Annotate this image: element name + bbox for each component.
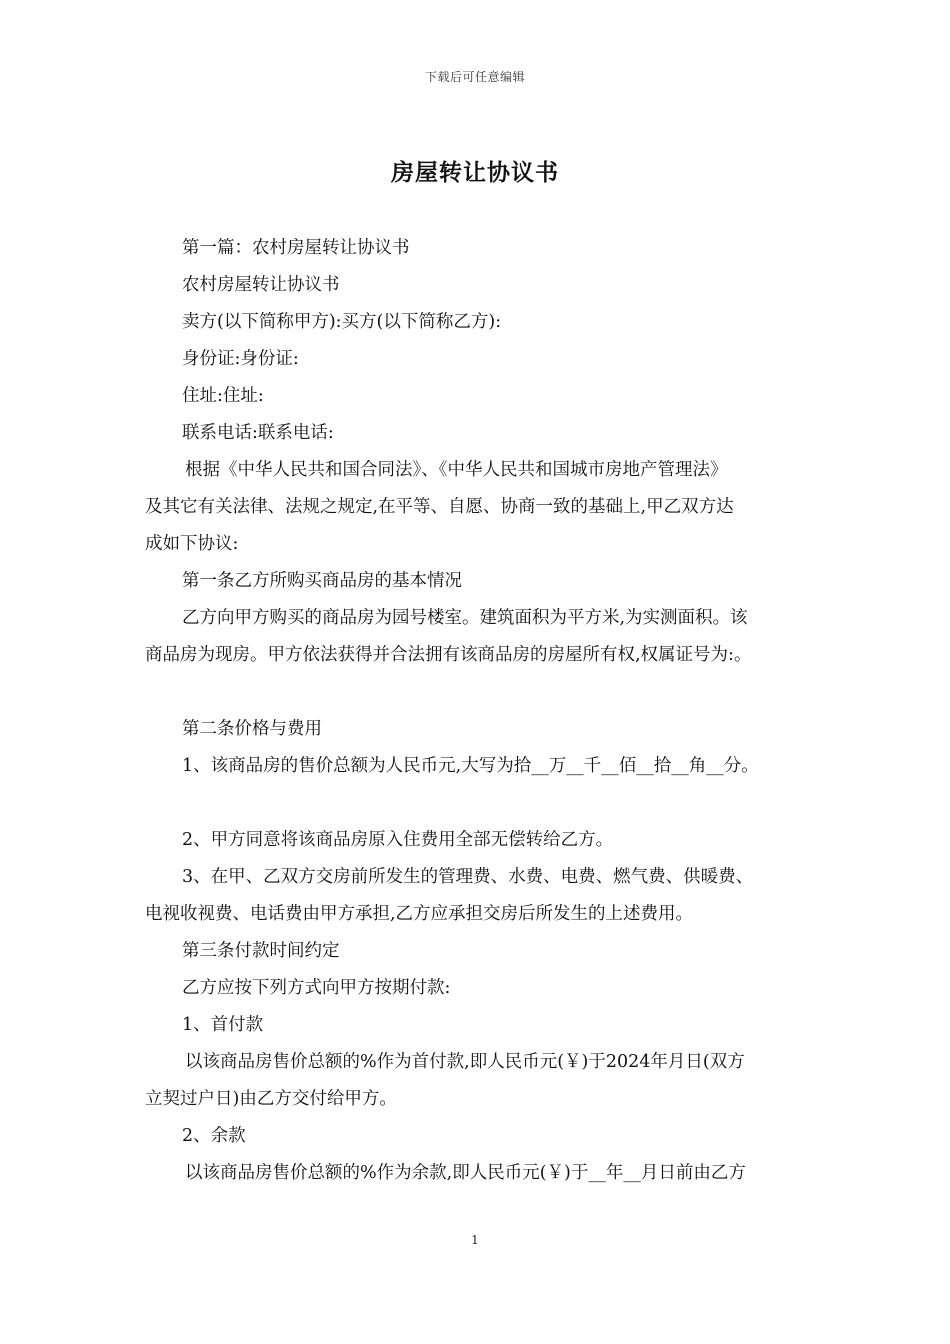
blank-line xyxy=(145,785,815,822)
section-heading: 第一篇：农村房屋转让协议书 xyxy=(182,238,410,258)
article-heading: 第一条乙方所购买商品房的基本情况 xyxy=(182,571,462,591)
paragraph-line: 1、该商品房的售价总额为人民币元,大写为拾__万__千__佰__拾__角__分。 xyxy=(182,756,759,776)
list-item-heading: 1、首付款 xyxy=(182,1015,264,1035)
id-card-line: 身份证:身份证: xyxy=(182,349,299,369)
paragraph-line: 成如下协议: xyxy=(145,534,239,554)
list-item-heading: 2、余款 xyxy=(182,1126,246,1146)
paragraph-line: 根据《中华人民共和国合同法》、《中华人民共和国城市房地产管理法》 xyxy=(185,460,728,480)
document-body xyxy=(145,230,815,1192)
paragraph-line: 3、在甲、乙双方交房前所发生的管理费、水费、电费、燃气费、供暖费、 xyxy=(182,867,754,887)
header-note: 下载后可任意编辑 xyxy=(424,70,525,84)
party-line: 卖方(以下简称甲方):买方(以下简称乙方): xyxy=(182,312,502,332)
article-heading: 第二条价格与费用 xyxy=(182,719,322,739)
phone-line: 联系电话:联系电话: xyxy=(182,423,334,443)
paragraph-line: 以该商品房售价总额的%作为余款,即人民币元(￥)于__年__月日前由乙方 xyxy=(185,1163,746,1183)
paragraph-line: 立契过户日)由乙方交付给甲方。 xyxy=(145,1089,397,1109)
blank-line xyxy=(145,674,815,711)
document-title: 房屋转让协议书 xyxy=(391,159,559,186)
paragraph-line: 乙方应按下列方式向甲方按期付款: xyxy=(182,978,451,998)
paragraph-line: 乙方向甲方购买的商品房为园号楼室。建筑面积为平方米,为实测面积。该 xyxy=(182,608,748,628)
paragraph-line: 及其它有关法律、法规之规定,在平等、自愿、协商一致的基础上,甲乙双方达 xyxy=(145,497,734,517)
paragraph-line: 2、甲方同意将该商品房原入住费用全部无偿转给乙方。 xyxy=(182,830,614,850)
article-heading: 第三条付款时间约定 xyxy=(182,941,340,961)
paragraph-line: 电视收视费、电话费由甲方承担,乙方应承担交房后所发生的上述费用。 xyxy=(145,904,694,924)
address-line: 住址:住址: xyxy=(182,386,264,406)
paragraph-line: 商品房为现房。甲方依法获得并合法拥有该商品房的房屋所有权,权属证号为:。 xyxy=(145,645,752,665)
page-number: 1 xyxy=(471,1233,479,1247)
paragraph-line: 以该商品房售价总额的%作为首付款,即人民币元(￥)于2024年月日(双方 xyxy=(185,1052,745,1072)
subtitle-line: 农村房屋转让协议书 xyxy=(182,275,340,295)
